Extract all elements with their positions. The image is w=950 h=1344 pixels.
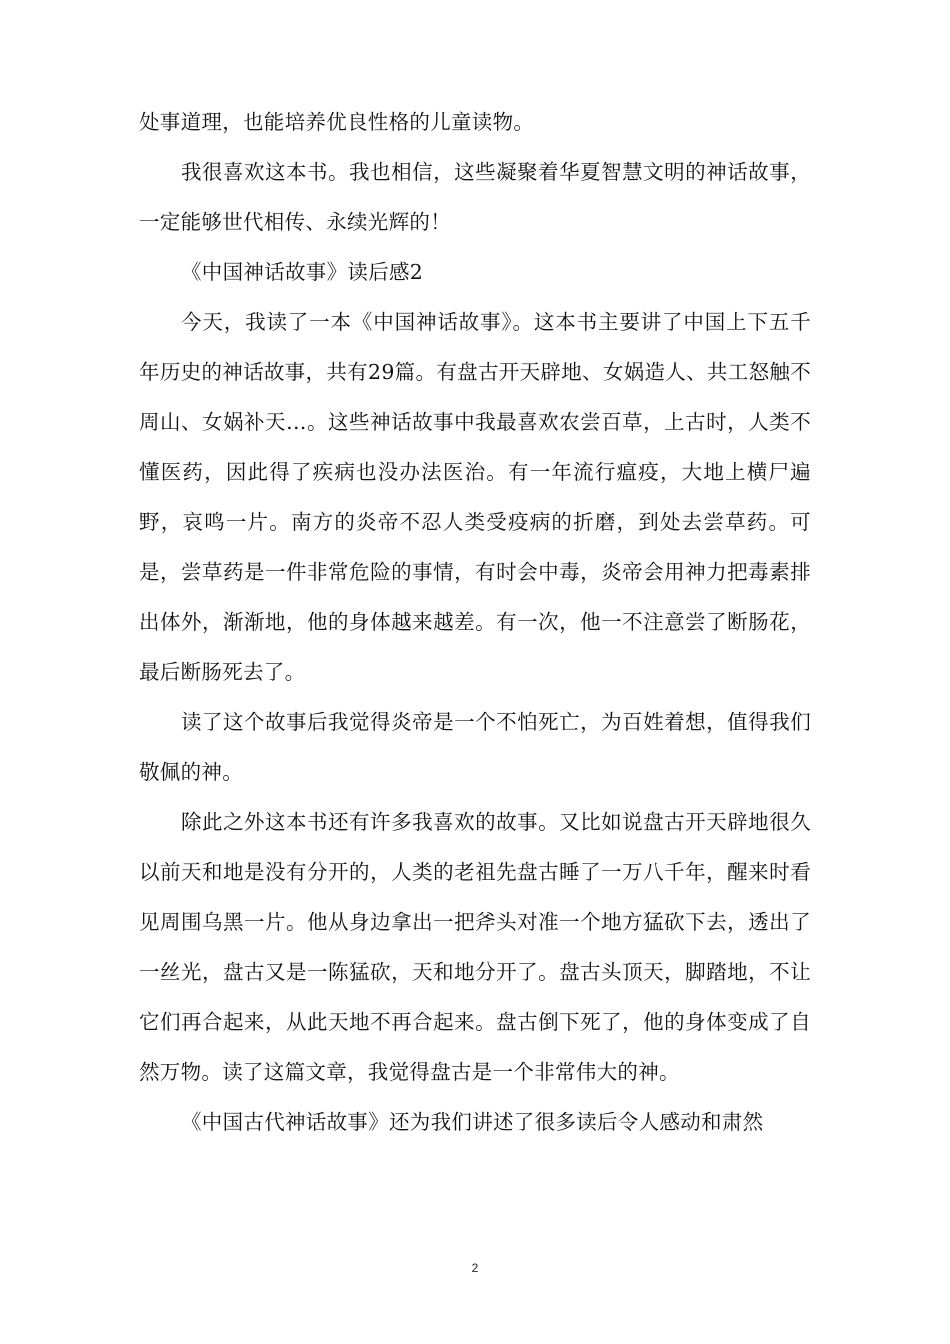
- document-body: [139, 97, 811, 1147]
- paragraph: 除此之外这本书还有许多我喜欢的故事。又比如说盘古开天辟地很久以前天和地是没有分开的，人类的老祖先盘古睡了一万八千年，醒来时看见周围乌黑一片。他从身边拿出一把斧头对准一个地方猛砍下去，透出了一丝光，盘古又是一陈猛砍，天和地分开了。盘古头顶天，脚踏地，不让它们再合起来，从此天地不再合起来。盘古倒下死了，他的身体变成了自然万物。读了这篇文章，我觉得盘古是一个非常伟大的神。: [139, 810, 811, 1084]
- paragraph: 读了这个故事后我觉得炎帝是一个不怕死亡，为百姓着想，值得我们敬佩的神。: [139, 710, 811, 784]
- paragraph: 《中国古代神话故事》还为我们讲述了很多读后令人感动和肃然: [181, 1110, 764, 1134]
- paragraph: 今天，我读了一本《中国神话故事》。这本书主要讲了中国上下五千年历史的神话故事，共有29篇。有盘古开天辟地、女娲造人、共工怒触不周山、女娲补天…。这些神话故事中我最喜欢农尝百草，上古时，人类不懂医药，因此得了疾病也没办法医治。有一年流行瘟疫，大地上横尸遍野，哀鸣一片。南方的炎帝不忍人类受疫病的折磨，到处去尝草药。可是，尝草药是一件非常危险的事情，有时会中毒，炎帝会用神力把毒素排出体外，渐渐地，他的身体越来越差。有一次，他一不注意尝了断肠花，最后断肠死去了。: [139, 310, 811, 684]
- paragraph: 我很喜欢这本书。我也相信，这些凝聚着华夏智慧文明的神话故事，一定能够世代相传、永续光辉的！: [139, 160, 811, 234]
- section-heading: 《中国神话故事》读后感2: [181, 260, 424, 284]
- page-number: 2: [471, 1261, 479, 1275]
- paragraph: 处事道理，也能培养优良性格的儿童读物。: [139, 110, 535, 134]
